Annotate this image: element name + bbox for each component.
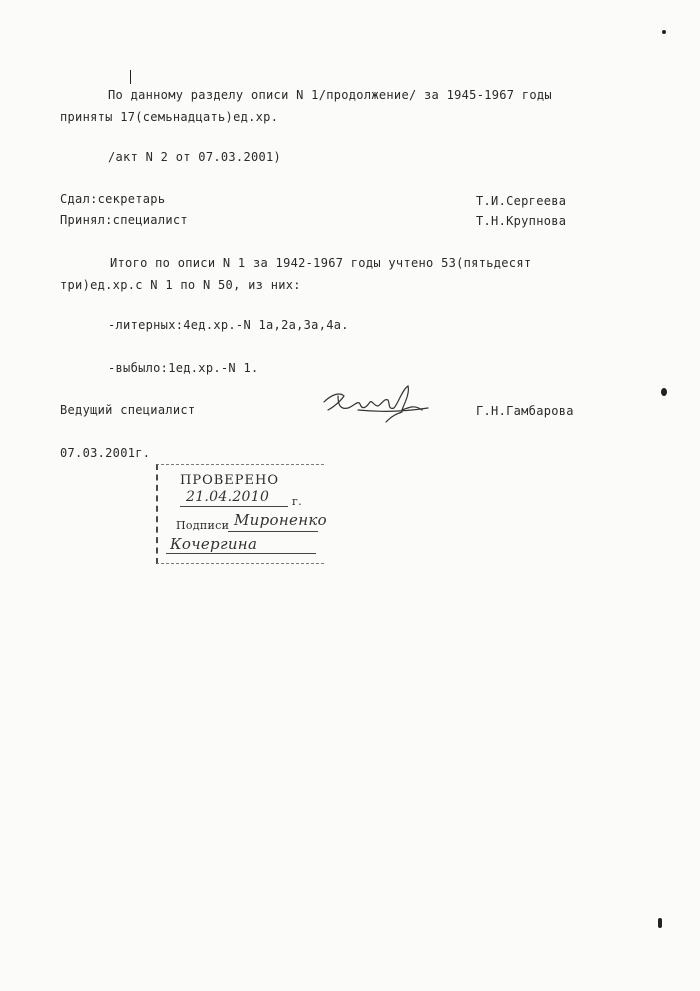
stamp-signature-2-underline [166, 553, 316, 554]
stamp-date: 21.04.2010 [186, 489, 270, 505]
verification-stamp [156, 464, 327, 564]
received-name: Т.Н.Крупнова [476, 214, 567, 228]
literal-items-line: -литерных:4ед.хр.-N 1а,2а,3а,4а. [108, 318, 349, 332]
scan-speck-mark [662, 30, 666, 34]
handed-over-label: Сдал:секретарь [60, 192, 166, 206]
handwritten-signature [318, 380, 438, 436]
stamp-signature-1: Мироненко [234, 511, 327, 529]
paragraph-1-line-2: приняты 17(семьнадцать)ед.хр. [60, 110, 279, 124]
document-date: 07.03.2001г. [60, 446, 151, 460]
edge-mark [658, 918, 662, 928]
stamp-year-suffix: г. [292, 495, 302, 508]
stamp-signatures-label: Подписи [176, 519, 230, 532]
margin-tick-mark [130, 70, 131, 84]
total-line-2: три)ед.хр.с N 1 по N 50, из них: [60, 278, 301, 292]
paragraph-1-line-1: По данному разделу описи N 1/продолжение/ за 1945-1967 годы [108, 88, 552, 102]
hole-punch-mark [661, 388, 667, 396]
leading-specialist-name: Г.Н.Гамбарова [476, 404, 574, 418]
received-label: Принял:специалист [60, 213, 188, 227]
leading-specialist-label: Ведущий специалист [60, 403, 196, 417]
stamp-date-underline [180, 506, 288, 507]
handed-over-name: Т.И.Сергеева [476, 194, 567, 208]
stamp-title: ПРОВЕРЕНО [180, 473, 280, 488]
act-reference: /акт N 2 от 07.03.2001) [108, 150, 282, 164]
stamp-signature-1-underline [228, 531, 318, 532]
dropped-items-line: -выбыло:1ед.хр.-N 1. [108, 361, 259, 375]
stamp-signature-2: Кочергина [170, 535, 258, 553]
total-line-1: Итого по описи N 1 за 1942-1967 годы учтено 53(пятьдесят [110, 256, 532, 270]
